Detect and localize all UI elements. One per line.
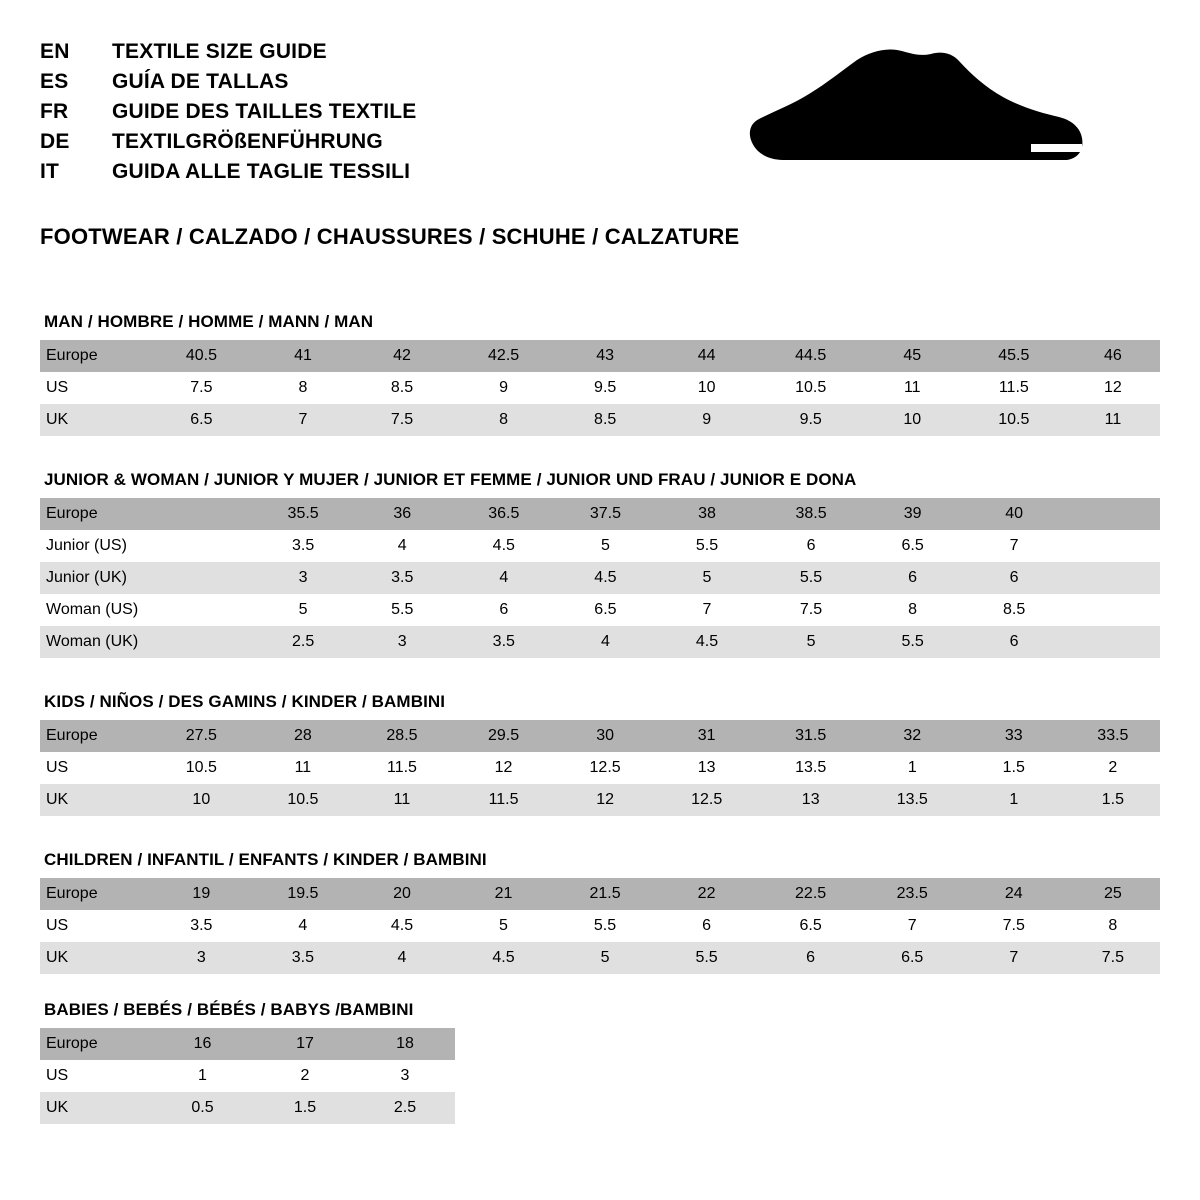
section-children [40,850,1160,974]
cell: 23.5 [863,878,962,910]
cell: 5 [555,942,654,974]
cell: 44 [655,340,759,372]
section-title-junior-woman: JUNIOR & WOMAN / JUNIOR Y MUJER / JUNIOR ET FEMME / JUNIOR UND FRAU / JUNIOR E DONA [44,470,857,489]
cell: 10.5 [149,752,253,784]
cell: 12 [452,752,556,784]
cell: 10.5 [759,372,863,404]
cell: 31.5 [759,720,863,752]
cell: 12 [1066,372,1160,404]
cell: 2 [1066,752,1160,784]
cell: 11 [253,752,352,784]
cell: 7 [655,594,759,626]
section-babies [40,1000,1160,1124]
language-text-en: TEXTILE SIZE GUIDE [112,40,327,63]
cell: 21.5 [555,878,654,910]
cell: 4.5 [352,910,451,942]
section-junior-woman [40,470,1160,658]
cell: 7.5 [352,404,451,436]
table-row [40,942,1160,974]
cell [1066,498,1160,530]
cell: 5 [254,594,353,626]
cell: 9.5 [556,372,655,404]
cell: 8 [863,594,962,626]
cell: 43 [556,340,655,372]
cell: 11.5 [962,372,1066,404]
cell: 13 [655,752,759,784]
cell: 9.5 [759,404,863,436]
cell: 44.5 [759,340,863,372]
cell: 4 [452,562,556,594]
cell: 42 [352,340,451,372]
cell: 19.5 [253,878,352,910]
row-label: Europe [40,878,149,910]
cell: 21 [451,878,555,910]
cell: 9 [452,372,556,404]
cell: 19 [149,878,253,910]
cell: 5.5 [759,562,863,594]
cell: 30 [556,720,655,752]
cell: 8 [1066,910,1160,942]
table-row [40,594,1160,626]
cell: 4 [352,942,451,974]
cell: 4.5 [655,626,759,658]
cell: 3.5 [353,562,452,594]
cell: 1.5 [1066,784,1160,816]
cell: 25 [1066,878,1160,910]
cell [1066,530,1160,562]
section-kids [40,692,1160,816]
cell: 5.5 [555,910,654,942]
page-header [40,36,1160,198]
dress-shoe-icon [745,48,1105,198]
cell: 45.5 [962,340,1066,372]
language-code-es: ES [40,70,69,93]
cell: 29.5 [452,720,556,752]
cell: 7.5 [149,372,253,404]
cell: 18 [355,1028,455,1060]
cell: 3.5 [254,530,353,562]
cell: 22 [655,878,759,910]
cell: 0.5 [150,1092,255,1124]
cell: 17 [255,1028,355,1060]
cell: 45 [863,340,962,372]
section-title-children: CHILDREN / INFANTIL / ENFANTS / KINDER / BAMBINI [44,850,487,869]
cell: 32 [863,720,962,752]
cell: 1 [962,784,1066,816]
table-row [40,878,1160,910]
cell: 33.5 [1066,720,1160,752]
cell: 4 [556,626,655,658]
table-row [40,626,1160,658]
cell: 6.5 [149,404,253,436]
cell: 5.5 [655,530,759,562]
cell: 8.5 [556,404,655,436]
cell: 4.5 [452,530,556,562]
cell [1066,562,1160,594]
cell: 40 [962,498,1066,530]
cell: 11 [352,784,451,816]
cell: 41 [253,340,352,372]
cell: 33 [962,720,1066,752]
cell: 36.5 [452,498,556,530]
cell: 16 [150,1028,255,1060]
language-code-fr: FR [40,100,69,123]
cell [150,498,254,530]
cell: 6.5 [863,942,962,974]
cell: 4 [253,910,352,942]
cell: 12 [556,784,655,816]
cell: 7 [253,404,352,436]
cell: 1 [150,1060,255,1092]
cell: 1.5 [255,1092,355,1124]
row-label: US [40,372,149,404]
cell: 20 [352,878,451,910]
cell: 13.5 [759,752,863,784]
cell: 28.5 [352,720,451,752]
row-label: Europe [40,1028,150,1060]
cell: 39 [863,498,962,530]
cell: 5 [451,910,555,942]
cell [1066,594,1160,626]
cell: 5.5 [655,942,759,974]
table-row [40,752,1160,784]
cell: 2.5 [254,626,353,658]
cell: 2.5 [355,1092,455,1124]
cell: 7.5 [962,910,1066,942]
section-man [40,312,1160,436]
cell: 6 [863,562,962,594]
cell: 8 [452,404,556,436]
cell: 8 [253,372,352,404]
cell: 4.5 [556,562,655,594]
section-title-man: MAN / HOMBRE / HOMME / MANN / MAN [44,312,374,331]
cell: 7.5 [1066,942,1160,974]
cell: 1 [863,752,962,784]
cell: 5.5 [863,626,962,658]
cell: 11.5 [352,752,451,784]
cell: 38.5 [759,498,863,530]
row-label: Woman (US) [40,594,150,626]
cell: 3 [254,562,353,594]
cell: 6 [962,562,1066,594]
row-label: US [40,752,149,784]
language-code-en: EN [40,40,70,63]
table-row [40,1092,455,1124]
table-row [40,404,1160,436]
cell [1066,626,1160,658]
language-row-en [40,40,416,64]
cell: 10 [863,404,962,436]
language-row-es [40,70,416,94]
cell [150,562,254,594]
table-row [40,1028,455,1060]
cell: 6 [452,594,556,626]
cell: 13.5 [863,784,962,816]
cell: 37.5 [556,498,655,530]
cell: 10 [149,784,253,816]
cell: 38 [655,498,759,530]
language-row-de [40,130,416,154]
cell: 27.5 [149,720,253,752]
cell: 4.5 [451,942,555,974]
row-label: UK [40,784,149,816]
cell: 6.5 [556,594,655,626]
table-row [40,340,1160,372]
language-title-list [40,40,416,190]
table-row [40,372,1160,404]
cell: 6.5 [759,910,863,942]
cell: 11 [863,372,962,404]
cell: 7 [962,942,1066,974]
cell: 3 [149,942,253,974]
cell [150,594,254,626]
row-label: UK [40,404,149,436]
table-row [40,784,1160,816]
cell: 6.5 [863,530,962,562]
table-row [40,530,1160,562]
row-label: UK [40,942,149,974]
cell: 3.5 [452,626,556,658]
cell: 7.5 [759,594,863,626]
cell [150,626,254,658]
cell: 46 [1066,340,1160,372]
row-label: UK [40,1092,150,1124]
language-text-fr: GUIDE DES TAILLES TEXTILE [112,100,417,123]
row-label: Junior (US) [40,530,150,562]
cell: 3 [353,626,452,658]
cell [150,530,254,562]
cell: 7 [962,530,1066,562]
cell: 35.5 [254,498,353,530]
cell: 7 [863,910,962,942]
cell: 8.5 [962,594,1066,626]
row-label: Europe [40,340,149,372]
language-code-de: DE [40,130,70,153]
table-row [40,910,1160,942]
language-code-it: IT [40,160,60,183]
language-row-it [40,160,416,184]
language-row-fr [40,100,416,124]
language-text-de: TEXTILGRÖßENFÜHRUNG [112,130,383,153]
cell: 3 [355,1060,455,1092]
cell: 42.5 [452,340,556,372]
language-text-es: GUÍA DE TALLAS [112,70,289,93]
row-label: Europe [40,720,149,752]
cell: 12.5 [655,784,759,816]
cell: 1.5 [962,752,1066,784]
cell: 4 [353,530,452,562]
language-text-it: GUIDA ALLE TAGLIE TESSILI [112,160,411,183]
cell: 24 [962,878,1066,910]
cell: 2 [255,1060,355,1092]
cell: 12.5 [556,752,655,784]
cell: 36 [353,498,452,530]
section-title-babies: BABIES / BEBÉS / BÉBÉS / BABYS /BAMBINI [44,1000,414,1019]
table-row [40,720,1160,752]
cell: 6 [759,942,863,974]
cell: 28 [253,720,352,752]
cell: 10.5 [962,404,1066,436]
table-row [40,562,1160,594]
cell: 6 [759,530,863,562]
section-title-kids: KIDS / NIÑOS / DES GAMINS / KINDER / BAMBINI [44,692,446,711]
footwear-section-title: FOOTWEAR / CALZADO / CHAUSSURES / SCHUHE / CALZATURE [40,224,740,249]
row-label: US [40,1060,150,1092]
cell: 10 [655,372,759,404]
cell: 5 [655,562,759,594]
size-table-babies [40,1028,455,1124]
size-table-kids [40,720,1160,816]
cell: 11 [1066,404,1160,436]
cell: 8.5 [352,372,451,404]
row-label: Woman (UK) [40,626,150,658]
cell: 31 [655,720,759,752]
cell: 5.5 [353,594,452,626]
row-label: Junior (UK) [40,562,150,594]
cell: 3.5 [253,942,352,974]
cell: 13 [759,784,863,816]
cell: 11.5 [452,784,556,816]
row-label: Europe [40,498,150,530]
cell: 9 [655,404,759,436]
cell: 40.5 [149,340,253,372]
cell: 5 [759,626,863,658]
cell: 3.5 [149,910,253,942]
size-table-children [40,878,1160,974]
cell: 22.5 [759,878,863,910]
cell: 6 [962,626,1066,658]
row-label: US [40,910,149,942]
table-row [40,498,1160,530]
cell: 10.5 [253,784,352,816]
table-row [40,1060,455,1092]
size-table-man [40,340,1160,436]
cell: 5 [556,530,655,562]
cell: 6 [655,910,759,942]
size-table-junior-woman [40,498,1160,658]
